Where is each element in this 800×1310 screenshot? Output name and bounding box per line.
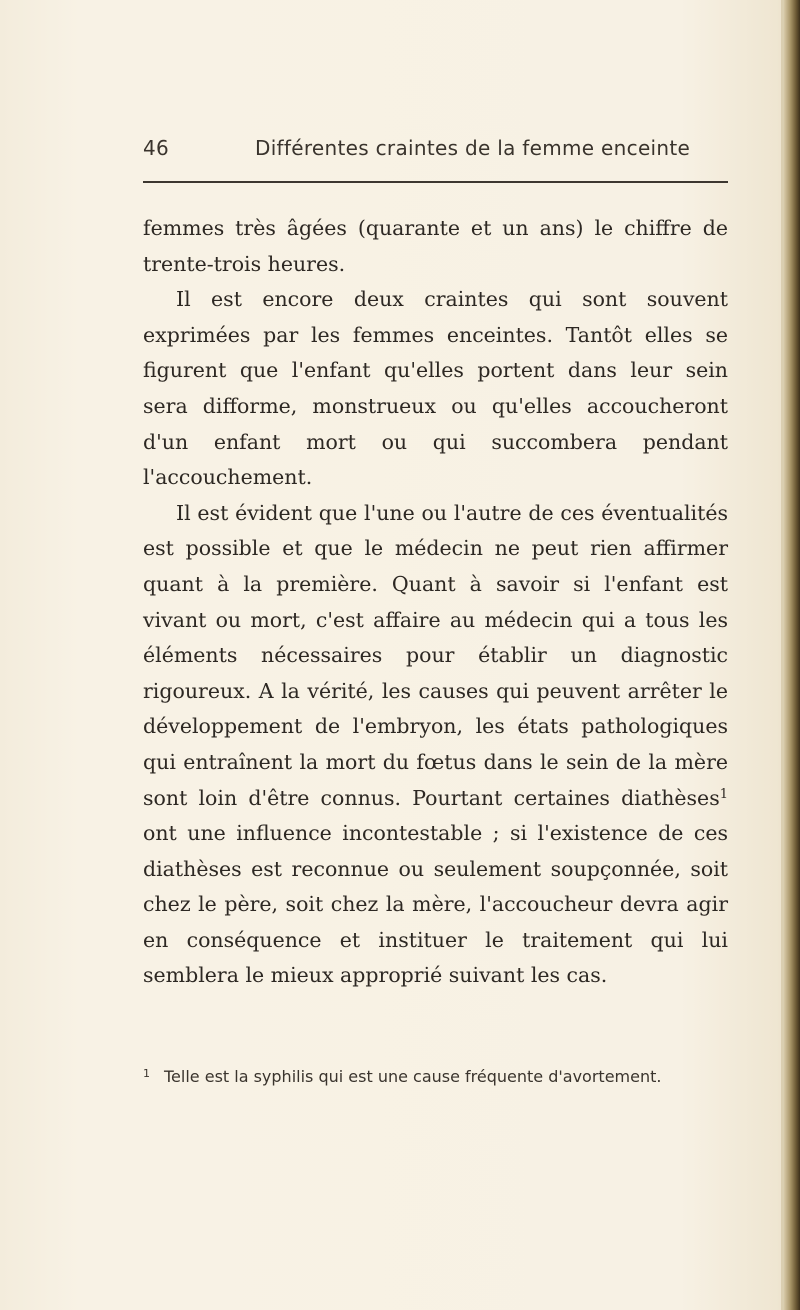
book-spine	[784, 0, 800, 1310]
footnote-text: Telle est la syphilis qui est une cause fréquente d'avortement.	[164, 1067, 662, 1086]
running-head	[143, 136, 731, 168]
running-head-title: Différentes craintes de la femme enceinte	[255, 136, 691, 160]
paragraph-3	[143, 496, 728, 994]
paragraph-2: Il est encore deux craintes qui sont souvent exprimées par les femmes enceintes. Tantôt elles se figurent que l'enfant qu'elles portent dans leur sein sera difforme, monstrueux ou qu'elles accoucheront d'un enfant mort ou qui succombera pendant l'accouchement.	[143, 287, 728, 490]
footnote	[143, 1063, 743, 1088]
footnote-number: 1	[143, 1067, 150, 1080]
paragraph-1: femmes très âgées (quarante et un ans) le chiffre de trente-trois heures.	[143, 216, 728, 276]
paragraph-3-text-b: ont une influence incontestable ; si l'existence de ces diathèses est reconnue ou seulement soupçonnée, soit chez le père, soit chez la mère, l'accoucheur devra agir en conséquence et instituer le traitement qui lui semblera le mieux approprié suivant les cas.	[143, 821, 728, 988]
paragraph-3-text-a: Il est évident que l'une ou l'autre de ces éventualités est possible et que le médecin ne peut rien affirmer quant à la première. Quant à savoir si l'enfant est vivant ou mort, c'est affaire au médecin qui a tous les éléments nécessaires pour établir un diagnostic rigoureux. A la vérité, les causes qui peuvent arrêter le développement de l'embryon, les états pathologiques qui entraînent la mort du fœtus dans le sein de la mère sont loin d'être connus. Pourtant certaines diathèses	[143, 500, 728, 810]
page-number: 46	[143, 136, 170, 160]
header-rule	[143, 181, 728, 183]
body-text	[143, 211, 728, 994]
footnote-reference: 1	[719, 786, 728, 802]
